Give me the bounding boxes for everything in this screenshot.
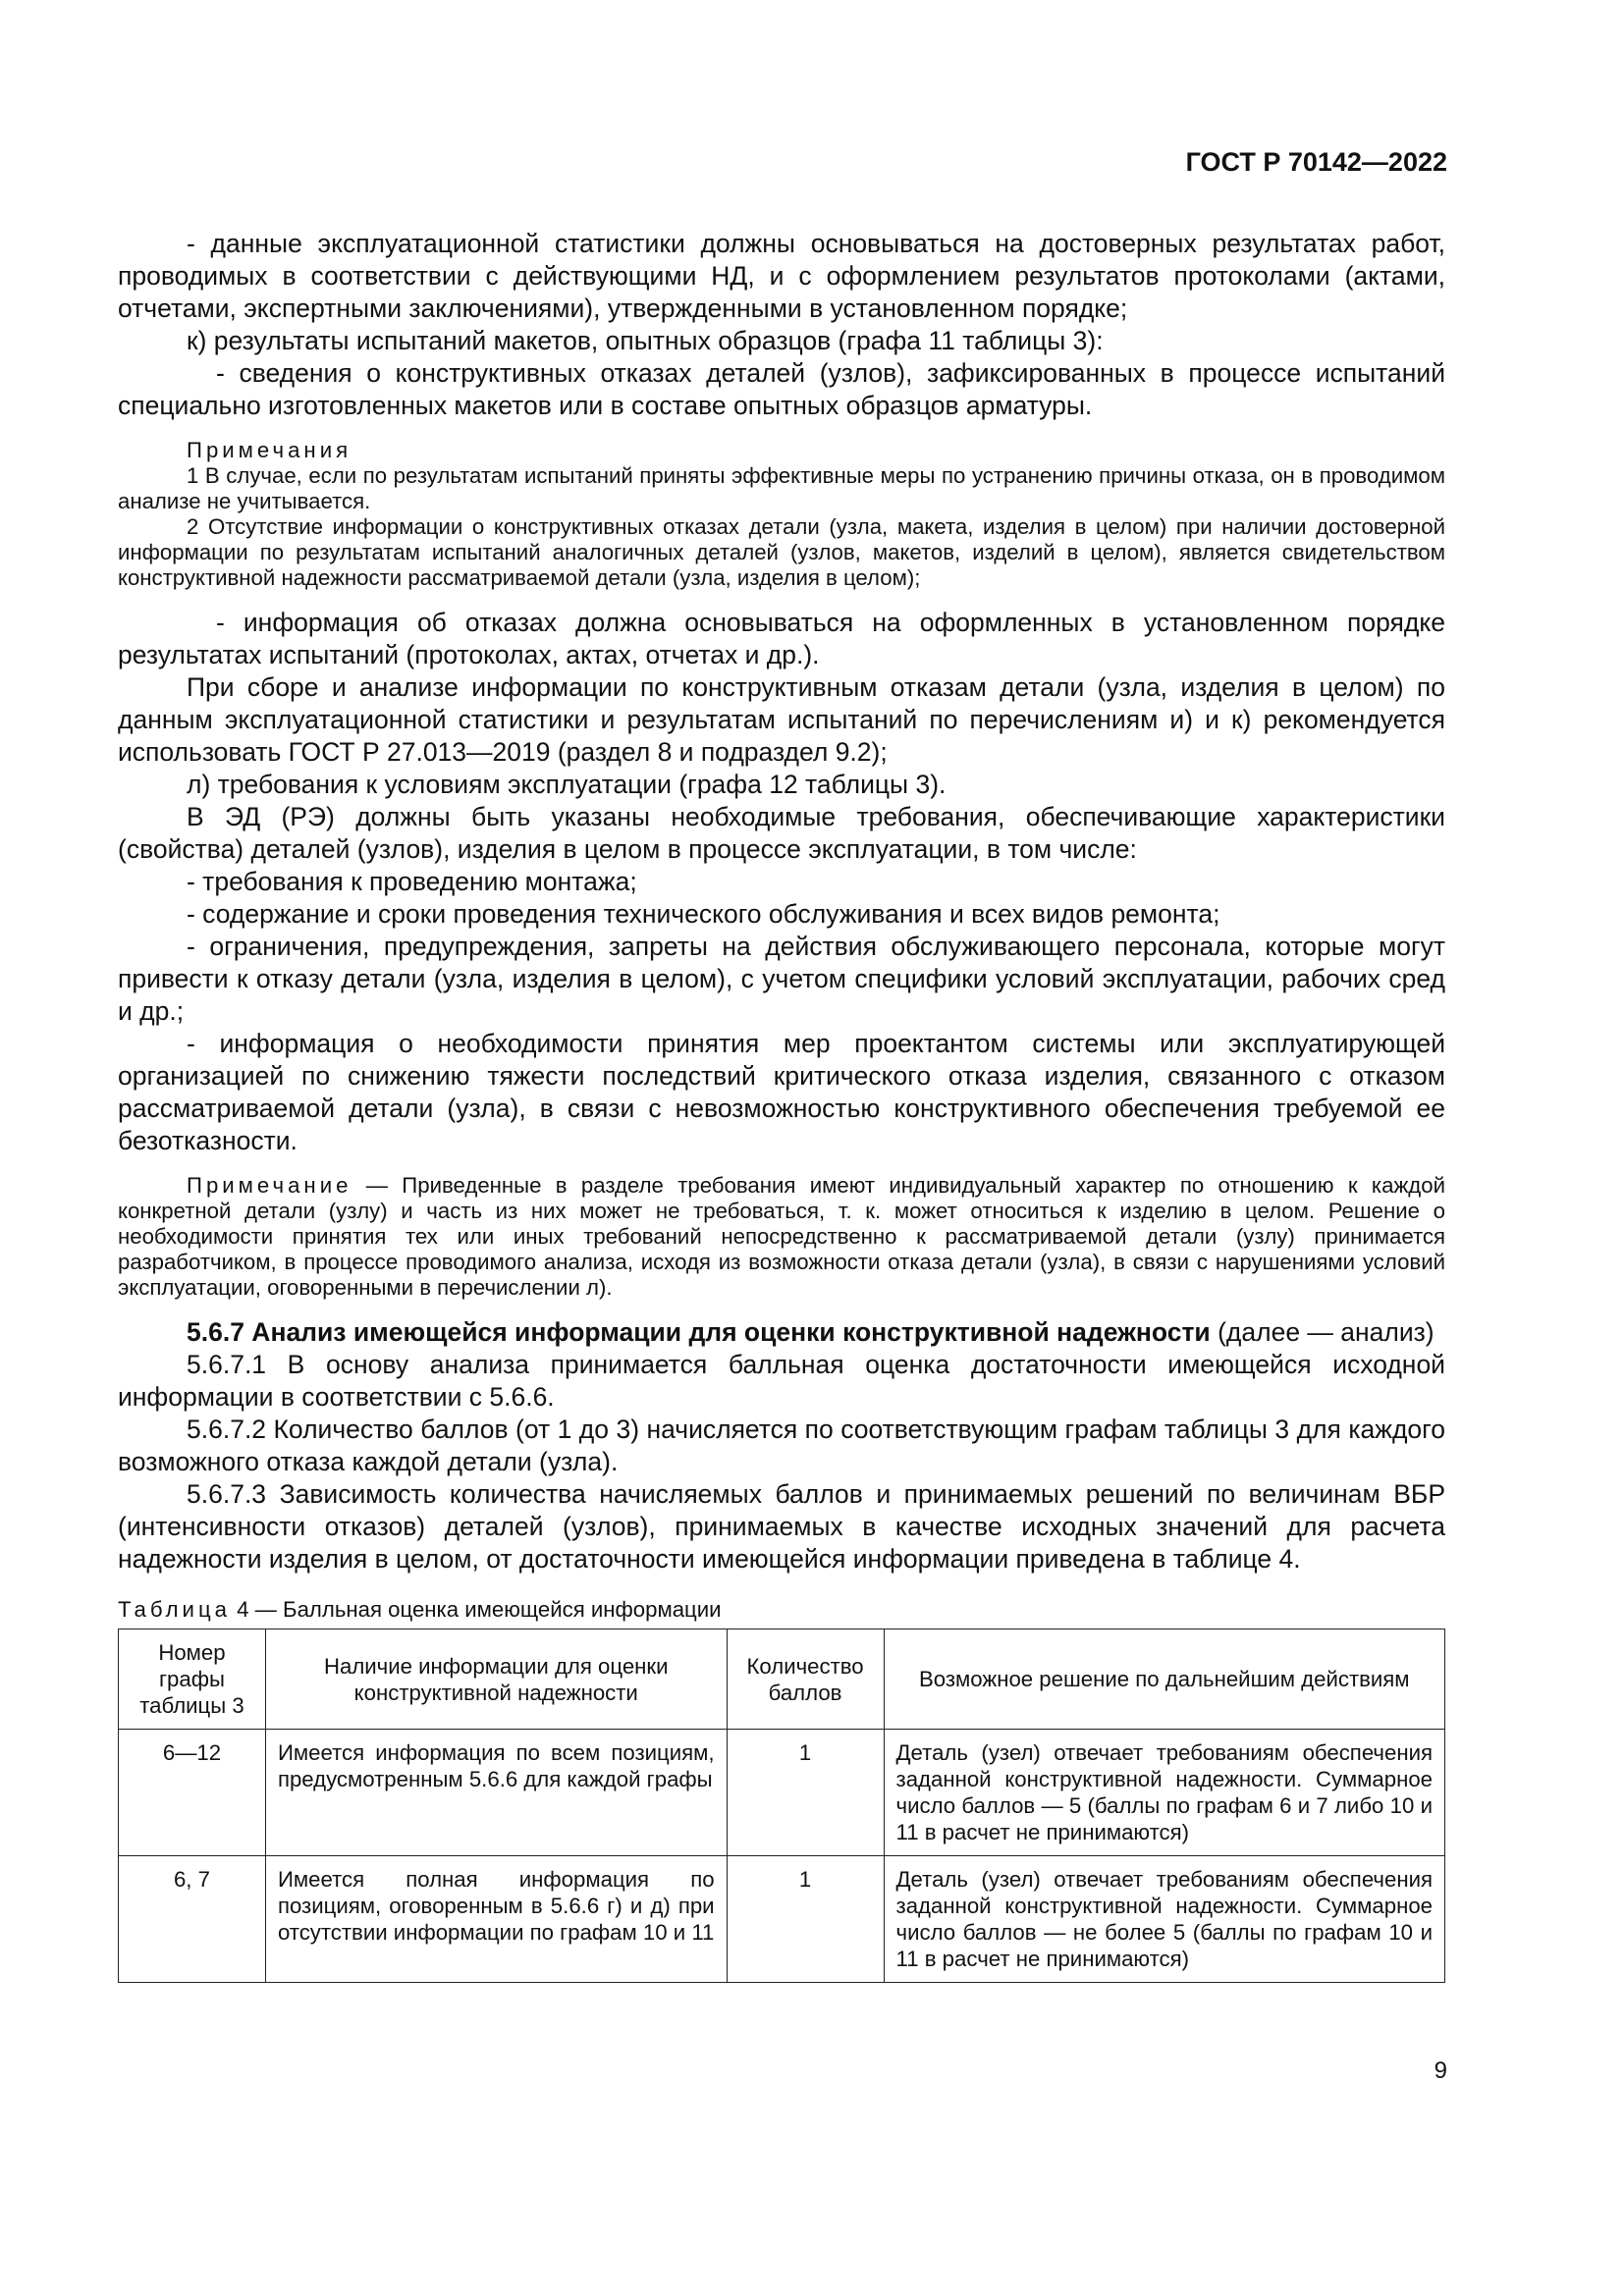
notes-heading: Примечания — [187, 438, 352, 462]
paragraph: - содержание и сроки проведения технического обслуживания и всех видов ремонта; — [187, 899, 1220, 929]
column-header: Количество баллов — [727, 1629, 884, 1730]
table-cell: Имеется полная информация по позициям, оговоренным в 5.6.6 г) и д) при отсутствии информации по графам 10 и 11 — [265, 1856, 727, 1983]
column-header: Возможное решение по дальнейшим действиям — [884, 1629, 1444, 1730]
paragraph: При сборе и анализе информации по конструктивным отказам детали (узла, изделия в целом) по данным эксплуатационной статистики и результатам испытаний по перечислениям и) и к) рекомендуется использовать ГОСТ Р 27.013—2019 (раздел 8 и подраздел 9.2); — [118, 672, 1445, 767]
paragraph: к) результаты испытаний макетов, опытных образцов (графа 11 таблицы 3): — [187, 326, 1104, 355]
table-cell: Деталь (узел) отвечает требованиям обеспечения заданной конструктивной надежности. Суммарное число баллов — 5 (баллы по графам 6 и 7 либо 10 и 11 в расчет не принимаются) — [884, 1730, 1444, 1856]
column-header: Номер графы таблицы 3 — [119, 1629, 266, 1730]
score-table — [118, 1629, 1445, 1983]
page-number: 9 — [1434, 2057, 1447, 2084]
section-title: 5.6.7 Анализ имеющейся информации для оценки конструктивной надежности — [187, 1317, 1211, 1347]
table-cell: Деталь (узел) отвечает требованиям обеспечения заданной конструктивной надежности. Суммарное число баллов — не более 5 (баллы по графам 10 и 11 в расчет не принимаются) — [884, 1856, 1444, 1983]
table-caption-label: Таблица — [118, 1597, 231, 1622]
section-heading — [118, 1316, 1445, 1349]
table-cell: Имеется информация по всем позициям, предусмотренным 5.6.6 для каждой графы — [265, 1730, 727, 1856]
paragraph: В ЭД (РЭ) должны быть указаны необходимые требования, обеспечивающие характеристики (свойства) деталей (узлов), изделия в целом в процессе эксплуатации, в том числе: — [118, 802, 1445, 864]
table-cell: 1 — [727, 1856, 884, 1983]
table-row — [119, 1730, 1445, 1856]
table-cell: 1 — [727, 1730, 884, 1856]
document-code: ГОСТ Р 70142—2022 — [1185, 147, 1447, 177]
paragraph: - данные эксплуатационной статистики должны основываться на достоверных результатах работ, проводимых в соответствии с действующими НД, и с оформлением результатов протоколами (актами, отчетами, экспертными заключениями), утвержденными в установленном порядке; — [118, 229, 1445, 323]
note-item: 1 В случае, если по результатам испытаний приняты эффективные меры по устранению причины отказа, он в проводимом анализе не учитывается. — [118, 463, 1445, 513]
table-row — [119, 1856, 1445, 1983]
note-text: — Приведенные в разделе требования имеют индивидуальный характер по отношению к каждой конкретной детали (узлу) и часть из них может не требоваться, т. к. может относиться к изделию в целом. Решение о необходимости принятия тех или иных требований непосредственно к рассматриваемой детали (узлу) принимается разработчиком, в процессе проводимого анализа, исходя из возможности отказа детали (узла), в связи с нарушениями условий эксплуатации, оговоренными в перечислении л). — [118, 1173, 1445, 1300]
paragraph: - требования к проведению монтажа; — [187, 867, 637, 896]
note-paragraph — [118, 1173, 1445, 1301]
table-cell: 6, 7 — [119, 1856, 266, 1983]
paragraph: 5.6.7.2 Количество баллов (от 1 до 3) начисляется по соответствующим графам таблицы 3 для каждого возможного отказа каждой детали (узла). — [118, 1415, 1445, 1476]
note-label: Примечание — [187, 1173, 352, 1198]
paragraph: 5.6.7.1 В основу анализа принимается балльная оценка достаточности имеющейся исходной информации в соответствии с 5.6.6. — [118, 1350, 1445, 1412]
section-title-rest: (далее — анализ) — [1210, 1317, 1435, 1347]
paragraph: 5.6.7.3 Зависимость количества начисляемых баллов и принимаемых решений по величинам ВБР (интенсивности отказов) деталей (узлов), принимаемых в качестве исходных значений для расчета надежности изделия в целом, от достаточности имеющейся информации приведена в таблице 4. — [118, 1479, 1445, 1574]
table-cell: 6—12 — [119, 1730, 266, 1856]
paragraph: - информация о необходимости принятия мер проектантом системы или эксплуатирующей организацией по снижению тяжести последствий критического отказа изделия, связанного с отказом рассматриваемой детали (узла), в связи с невозможностью конструктивного обеспечения требуемой ее безотказности. — [118, 1029, 1445, 1155]
table-caption-text: 4 — Балльная оценка имеющейся информации — [231, 1597, 722, 1622]
note-item: 2 Отсутствие информации о конструктивных отказах детали (узла, макета, изделия в целом) при наличии достоверной информации по результатам испытаний аналогичных деталей (узлов, макетов, изделий в целом), является свидетельством конструктивной надежности рассматриваемой детали (узла, изделия в целом); — [118, 514, 1445, 590]
page-body — [118, 228, 1445, 1983]
paragraph: - сведения о конструктивных отказах деталей (узлов), зафиксированных в процессе испытаний специально изготовленных макетов или в составе опытных образцов арматуры. — [118, 358, 1445, 420]
column-header: Наличие информации для оценки конструктивной надежности — [265, 1629, 727, 1730]
paragraph: л) требования к условиям эксплуатации (графа 12 таблицы 3). — [187, 770, 947, 799]
table-header-row — [119, 1629, 1445, 1730]
paragraph: - ограничения, предупреждения, запреты на действия обслуживающего персонала, которые могут привести к отказу детали (узла, изделия в целом), с учетом специфики условий эксплуатации, рабочих сред и др.; — [118, 932, 1445, 1026]
table-caption — [118, 1597, 1445, 1623]
paragraph: - информация об отказах должна основываться на оформленных в установленном порядке результатах испытаний (протоколах, актах, отчетах и др.). — [118, 608, 1445, 669]
